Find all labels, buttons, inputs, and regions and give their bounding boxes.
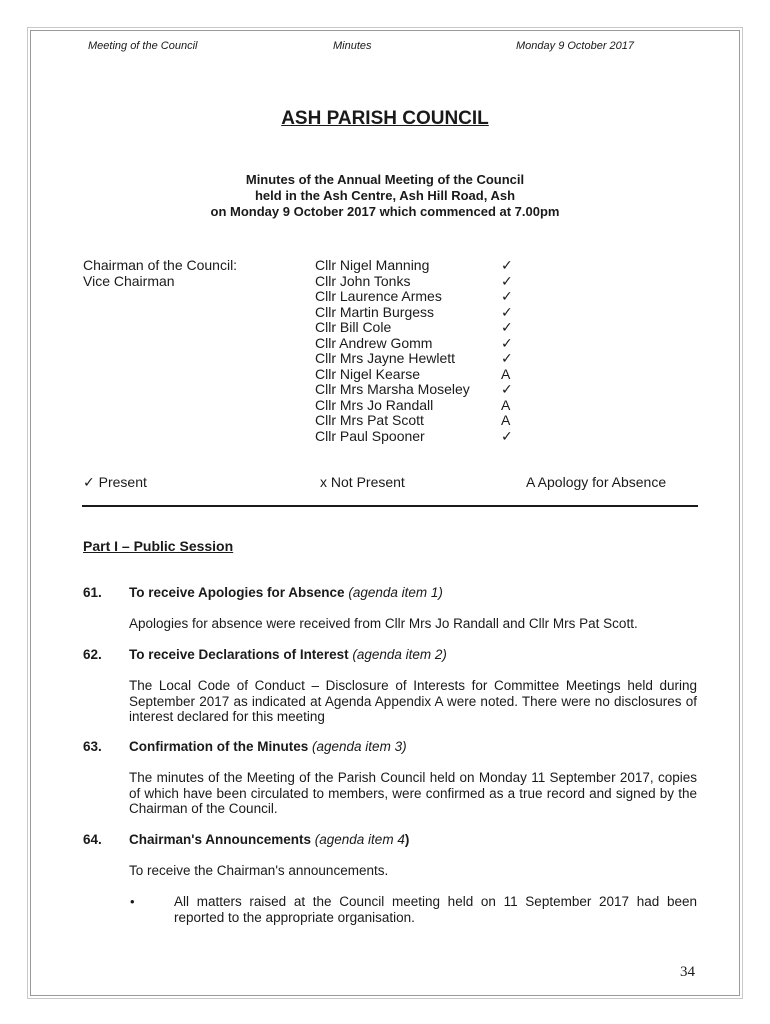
- attendee-status: ✓: [501, 257, 513, 273]
- item-number: 63.: [83, 739, 102, 754]
- item-agenda-ref: (agenda item 2): [352, 647, 447, 662]
- attendee-status: ✓: [501, 319, 513, 335]
- attendee-name: Cllr Paul Spooner: [315, 427, 425, 444]
- item-text: Apologies for absence were received from Cllr Mrs Jo Randall and Cllr Mrs Pat Scott.: [129, 616, 638, 631]
- document-title: ASH PARISH COUNCIL: [281, 108, 489, 129]
- item-title: To receive Apologies for Absence: [129, 585, 345, 600]
- role-vice-chairman: Vice Chairman: [83, 272, 175, 289]
- header-minutes: Minutes: [333, 40, 372, 52]
- legend-apology: A Apology for Absence: [526, 474, 667, 490]
- attendee-name: Cllr Bill Cole: [315, 319, 392, 335]
- subtitle-line-1: Minutes of the Annual Meeting of the Council: [245, 172, 525, 187]
- item-heading: [129, 832, 409, 847]
- attendee-name: Cllr John Tonks: [315, 272, 411, 289]
- item-title: To receive Declarations of Interest: [129, 647, 349, 662]
- item-heading: [129, 585, 443, 600]
- item-number: 62.: [83, 647, 102, 662]
- attendee-name: Cllr Mrs Marsha Moseley: [315, 381, 470, 397]
- attendee-status: ✓: [501, 334, 513, 351]
- attendee-status: A: [501, 365, 511, 382]
- bullet-symbol: •: [130, 894, 135, 909]
- part-heading: Part I – Public Session: [83, 538, 234, 554]
- item-agenda-ref: (agenda item 3): [312, 739, 407, 754]
- attendee-name: Cllr Mrs Jo Randall: [315, 396, 434, 413]
- attendee-name: Cllr Andrew Gomm: [315, 334, 433, 351]
- attendance-status: [501, 258, 513, 444]
- item-text: To receive the Chairman's announcements.: [129, 863, 389, 878]
- item-number: 64.: [83, 832, 102, 847]
- attendee-status: ✓: [501, 381, 513, 397]
- item-title: Chairman's Announcements: [129, 832, 311, 847]
- attendance-names: [315, 258, 470, 444]
- item-text: The minutes of the Meeting of the Parish Council held on Monday 11 September 2017, copies of which have been circulated to members, were confirmed as a true record and signed by the Chairman of the Council.: [129, 770, 697, 816]
- legend-not-present: x Not Present: [320, 474, 405, 490]
- item-heading: [129, 647, 447, 662]
- item-title: Confirmation of the Minutes: [129, 739, 309, 754]
- header-meeting: Meeting of the Council: [88, 40, 198, 52]
- attendee-status: A: [501, 396, 511, 413]
- subtitle-line-2: held in the Ash Centre, Ash Hill Road, Ash: [254, 188, 516, 203]
- attendee-status: A: [501, 412, 511, 428]
- bullet-item: All matters raised at the Council meeting held on 11 September 2017 had been reported to the appropriate organisation.: [174, 894, 697, 925]
- attendee-name: Cllr Mrs Pat Scott: [315, 412, 424, 428]
- item-number: 61.: [83, 585, 102, 600]
- subtitle-line-3: on Monday 9 October 2017 which commenced at 7.00pm: [210, 204, 560, 219]
- attendee-name: Cllr Nigel Kearse: [315, 365, 421, 382]
- section-divider: [82, 505, 698, 507]
- page-number: 34: [680, 964, 695, 980]
- item-heading: [129, 739, 407, 754]
- legend-present: ✓ Present: [83, 474, 147, 490]
- header-date: Monday 9 October 2017: [516, 40, 635, 52]
- item-agenda-ref: (agenda item 1): [348, 585, 443, 600]
- role-chairman: Chairman of the Council:: [83, 257, 238, 273]
- meeting-subtitle: [0, 172, 770, 220]
- attendee-status: ✓: [501, 288, 513, 304]
- attendee-status: ✓: [501, 427, 513, 444]
- item-agenda-ref: (agenda item 4: [314, 832, 405, 847]
- attendee-name: Cllr Nigel Manning: [315, 257, 430, 273]
- attendance-roles: [83, 258, 237, 289]
- attendee-name: Cllr Mrs Jayne Hewlett: [315, 350, 456, 366]
- attendee-status: ✓: [501, 350, 513, 366]
- attendee-name: Cllr Martin Burgess: [315, 303, 435, 320]
- attendee-status: ✓: [501, 303, 513, 320]
- attendee-status: ✓: [501, 272, 513, 289]
- item-agenda-ref-close: ): [404, 832, 410, 847]
- item-text: The Local Code of Conduct – Disclosure of Interests for Committee Meetings held during September 2017 as indicated at Agenda Appendix A were noted. There were no disclosures of interest declared for this meeting: [129, 678, 697, 724]
- attendee-name: Cllr Laurence Armes: [315, 288, 442, 304]
